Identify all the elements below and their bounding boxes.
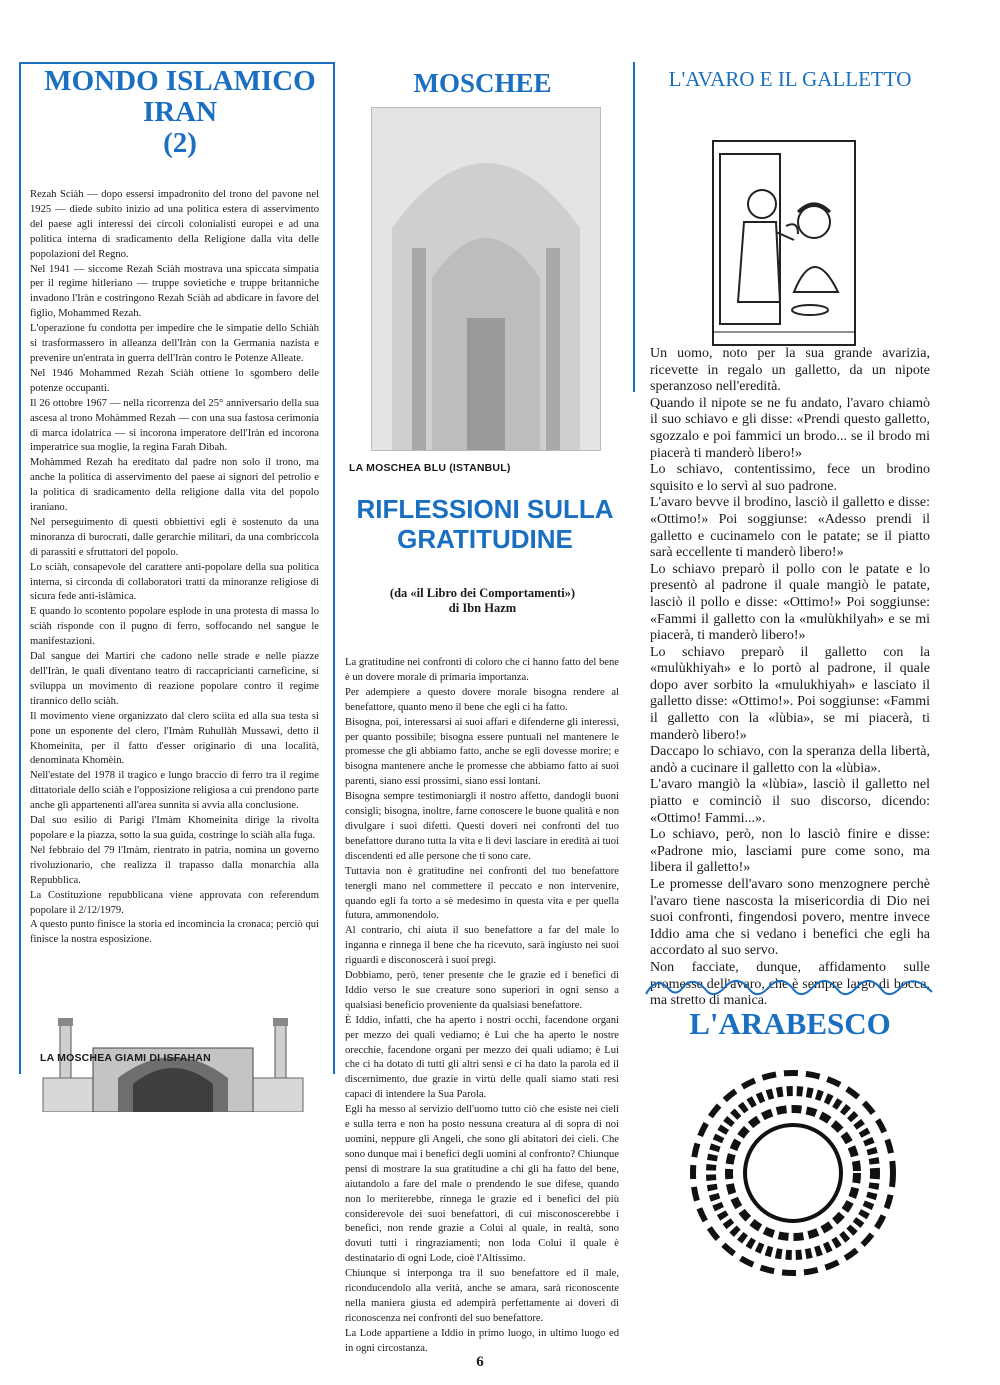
paragraph: Mohàmmed Rezah ha ereditato dal padre non solo il trono, ma anche la politica di asservimento del paese ai signori del petrolio e la politica di sradicamento della religione dalla vita del popolo iraniano. <box>30 457 319 514</box>
paragraph: È Iddio, infatti, che ha aperto i nostri occhi, facendone organi per mezzo dei quali vediamo; è Lui che ha aperto le nostre orecchie, facendone organi per mezzo dei quali udiamo; è Lui che ci ha dotato di tutti gli altri sensi e ci ha dato la parola ed il discernimento, due grazie in virtù delle quali siamo stati resi capaci di intendere la Sua Parola. <box>345 1014 619 1101</box>
caption-blue-mosque: LA MOSCHEA BLU (ISTANBUL) <box>349 462 511 474</box>
paragraph: A questo punto finisce la storia ed incomincia la cronaca; perciò qui finisce la nostra esposizione. <box>30 919 319 946</box>
paragraph: Al contrario, chi aiuta il suo benefattore a far del male lo inganna e rinnega il bene che ha ricevuto, sarà ingiusto nei suoi riguardi e disconoscerà i suoi pregi. <box>345 925 619 967</box>
paragraph: Bisogna, poi, interessarsi ai suoi affari e difenderne gli interessi, per quanto possibile; bisogna essere puntuali nel mantenere le promesse che gli abbiamo fatto, anche se egli dovesse morire; e bisogna mantenere anche le promesse che abbiamo fatto ai suoi parenti, siano essi prossimi, siano essi lontani. <box>345 716 619 788</box>
paragraph: Il 26 ottobre 1967 — nella ricorrenza del 25° anniversario della sua ascesa al trono Mohàmmed Rezah — con una sua fastosa cerimonia di marca idolatrica — si incorona imperatore dell'Iràn ed incorona imperatrice sua moglie, la regina Farah Dibah. <box>30 397 319 454</box>
paragraph: Dal suo esilio di Parigi l'Imàm Khomeinita dirige la rivolta popolare e la piazza, sotto la sua guida, costringe lo sciàh alla fuga. <box>30 815 319 841</box>
paragraph: Nel febbraio del 79 l'Imàm, rientrato in patria, nomina un governo rivoluzionario, che realizza il trapasso dalla monarchia alla Repubblica. <box>30 844 319 886</box>
miser-illustration <box>712 140 856 346</box>
paragraph: Le promesse dell'avaro sono menzognere perchè l'avaro tiene nascosta la misericordia di Dio nei suoi confronti, fingendosi povero, mentre invece Iddio ama che si vedano i benefici che egli ha accordato al suo servo. <box>650 877 930 959</box>
paragraph: Quando il nipote se ne fu andato, l'avaro chiamò il suo schiavo e gli disse: «Prendi questo galletto, sgozzalo e poi fammici un brodo... se il brodo mi piacerà ti manderò libero!» <box>650 395 930 461</box>
paragraph: Chiunque si interponga tra il suo benefattore ed il male, riconducendolo alla verità, anche se amara, sarà riconoscente nella maniera giusta ed adempirà perfettamente ai doveri di riconoscenza nei confronti del suo benefattore. <box>345 1268 619 1324</box>
right-column-rule <box>633 62 635 392</box>
arabesque-title: L'ARABESCO <box>689 1006 891 1041</box>
paragraph: E quando lo scontento popolare esplode in una protesta di massa lo sciàh risponde con il pugno di ferro, soffocando nel sangue le manifestazioni. <box>30 606 319 648</box>
gratitude-title-line-2: GRATITUDINE <box>397 524 573 554</box>
paragraph: Il movimento viene organizzato dal clero sciita ed alla sua testa si pone un esponente del clero, l'Imàm Ruhullàh Mussawi, detto il Khomeinita, per il fatto d'esser originario di una località, denominata Khomèin. <box>30 710 319 767</box>
paragraph: Per adempiere a questo dovere morale bisogna rendere al benefattore, quanto meno il bene che egli ci ha fatto. <box>345 686 619 713</box>
miser-article <box>650 346 930 1010</box>
paragraph: L'avaro mangiò la «lùbia», lasciò il galletto nel piatto e cominciò il suo discorso, dicendo: «Ottimo! Fammi...». <box>650 777 930 826</box>
title-line-2: IRAN <box>142 96 218 128</box>
title-line-3: (2) <box>163 127 197 159</box>
paragraph: Daccapo lo schiavo, con la speranza della libertà, andò a cucinare il galletto con la «lùbia». <box>650 744 930 776</box>
paragraph: Lo schiavo preparò il pollo con le patate e lo presentò al padrone il quale mangiò le patate, lasciò il pollo e disse: «Ottimo!» Poi soggiunse: «Fammi il galletto con la «mulùkhilyah» e se mi piacerà, ti manderò libero!» <box>650 561 930 644</box>
page-number: 6 <box>476 1354 484 1370</box>
paragraph: Tuttavia non è gratitudine nei confronti del tuo benefattore tenergli mano nel commettere il peccato e non intervenire, quando egli fa torto a sè medesimo in questa vita e per quella futura, ammonendolo. <box>345 865 619 922</box>
arabesque-ornament <box>688 1068 898 1278</box>
gratitude-article <box>345 656 619 1357</box>
gratitude-subtitle <box>345 586 620 616</box>
miser-title: L'AVARO E IL GALLETTO <box>668 67 912 91</box>
paragraph: Lo schiavo, però, non lo lasciò finire e disse: «Padrone mio, lasciami pure come sono, ma libera il galletto!» <box>650 827 930 876</box>
left-article <box>30 188 319 948</box>
paragraph: Lo schiavo, contentissimo, fece un brodino squisito e lo servì al suo padrone. <box>650 462 930 494</box>
gratitude-title <box>336 494 634 554</box>
paragraph: Un uomo, noto per la sua grande avarizia, ricevette in regalo un galletto, da un nipote speranzoso nell'eredità. <box>650 346 930 395</box>
paragraph: Dal sangue dei Martiri che cadono nelle strade e nelle piazze dell'Iràn, le quali diventano teatro di raccapricianti carneficine, si sviluppa un movimento di reazione popolare contro il regime tirannico dello sciàh. <box>30 651 319 707</box>
paragraph: Non facciate, dunque, affidamento sulle promesse dell'avaro, che è sempre largo di bocca, ma stretto di manica. <box>650 959 930 1009</box>
gratitude-title-line-1: RIFLESSIONI SULLA <box>356 494 614 524</box>
paragraph: L'operazione fu condotta per impedire che le simpatie dello Schiàh si trasformassero in alleanza dell'Iràn con la Germania nazista e prevenire un'entrata in guerra dell'Iràn contro le Potenze Alleate. <box>30 323 319 364</box>
left-title <box>30 66 330 159</box>
paragraph: Nel perseguimento di questi obbiettivi egli è sostenuto da una minoranza di burocrati, dalle gerarchie militari, da una combriccola di parassiti e sfruttatori del popolo. <box>30 516 319 558</box>
paragraph: L'avaro bevve il brodino, lasciò il galletto e disse: «Ottimo!» Poi soggiunse: «Adesso prendi il galletto e cucinamelo con le patate; se il piatto sarà eccellente ti manderò libero!» <box>650 495 930 561</box>
paragraph: La gratitudine nei confronti di coloro che ci hanno fatto del bene è un dovere morale di primaria importanza. <box>345 657 619 683</box>
subtitle-line-2: di Ibn Hazm <box>448 601 517 615</box>
blue-mosque-photo <box>371 107 601 451</box>
paragraph: Nel 1941 — siccome Rezah Sciàh mostrava una spiccata simpatia per il regime hitleriano — truppe sovietiche e truppe britanniche invadono l'Iràn e costringono Rezah Sciàh ad abdicare in favore del figlio, Mohammed Rezah. <box>30 263 319 320</box>
paragraph: Rezah Sciàh — dopo essersi impadronito del trono del pavone nel 1925 — diede subito inizio ad una politica estera di asservimento del paese agli interessi dei circoli colonialisti europei e ad una politica interna di sradicamento della Religione dalla vita delle popolazioni del Regno. <box>30 189 319 260</box>
paragraph: Dobbiamo, però, tener presente che le grazie ed i benefici di Iddio verso le sue creature sono superiori in ogni senso a qualsiasi beneficio proveniente da qualsiasi benefattore. <box>345 970 619 1011</box>
title-line-1: MONDO ISLAMICO <box>44 65 316 97</box>
subtitle-line-1: (da «il Libro dei Comportamenti») <box>389 586 576 600</box>
paragraph: Lo schiavo preparò il galletto con la «mulùkhiyah» e lo portò al padrone, il quale dopo aver sorbito la «mulukhiyah» e lasciato il galletto disse: «Ottimo!». Poi soggiunse: «Fammi il galletto con la «lùbia», se mi piacerà, ti manderò libero!» <box>650 644 930 743</box>
paragraph: Egli ha messo al servizio dell'uomo tutto ciò che esiste nei cieli e sulla terra e non ha posto nessuna creatura al di sopra di noi uomini, neppure gli Angeli, che sono gli abitatori dei cieli. Che sono dunque mai i benefici degli uomini al confronto? Chiunque pensi di mostrare la sua gratitudine a chi gli ha fatto del bene, aiutandolo a fare del male o prendendo le sue difese, quando non lo meriterebbe, rinnega le grazie ed i benefici del più considerevole dei suoi benefattori, di cui misconoscerebbe i benefici, non rende grazie a Colui al quale, in realtà, sono dovuti tutti i ringraziamenti; non loda Colui il quale è destinatario di ogni Lode, cioè l'Altissimo. <box>345 1104 619 1265</box>
decorative-scroll-border <box>642 972 937 1006</box>
caption-isfahan: LA MOSCHEA GIAMI DI ISFAHAN <box>40 1052 211 1064</box>
paragraph: Lo sciàh, consapevole del carattere anti-popolare della sua politica interna, si circonda di collaboratori tratti da minoranze religiose di sicura fede anti-islàmica. <box>30 561 319 603</box>
paragraph: Nel 1946 Mohammed Rezah Sciàh ottiene lo sgombero delle potenze occupanti. <box>30 367 319 394</box>
paragraph: La Costituzione repubblicana viene approvata con referendum popolare il 2/12/1979. <box>30 889 319 916</box>
paragraph: La Lode appartiene a Iddio in primo luogo, in ultimo luogo ed in ogni circostanza. <box>345 1327 619 1354</box>
mosques-title: MOSCHEE <box>413 68 552 98</box>
paragraph: Bisogna sempre testimoniargli il nostro affetto, dandogli buoni consigli; bisogna, inoltre, farne conoscere le buone qualità e non divulgare i suoi difetti. Questi doveri nei confronti del tuo benefattore durano tutta la vita e li devi lasciare in eredità ai tuoi discendenti ed alle persone che ti sono care. <box>345 791 619 862</box>
paragraph: Nell'estate del 1978 il tragico e lungo braccio di ferro tra il regime dittatoriale dello sciàh e l'opposizione religiosa a cui prendono parte anche gli appartenenti all'area sunnita si avvia alla conclusione. <box>30 770 319 812</box>
